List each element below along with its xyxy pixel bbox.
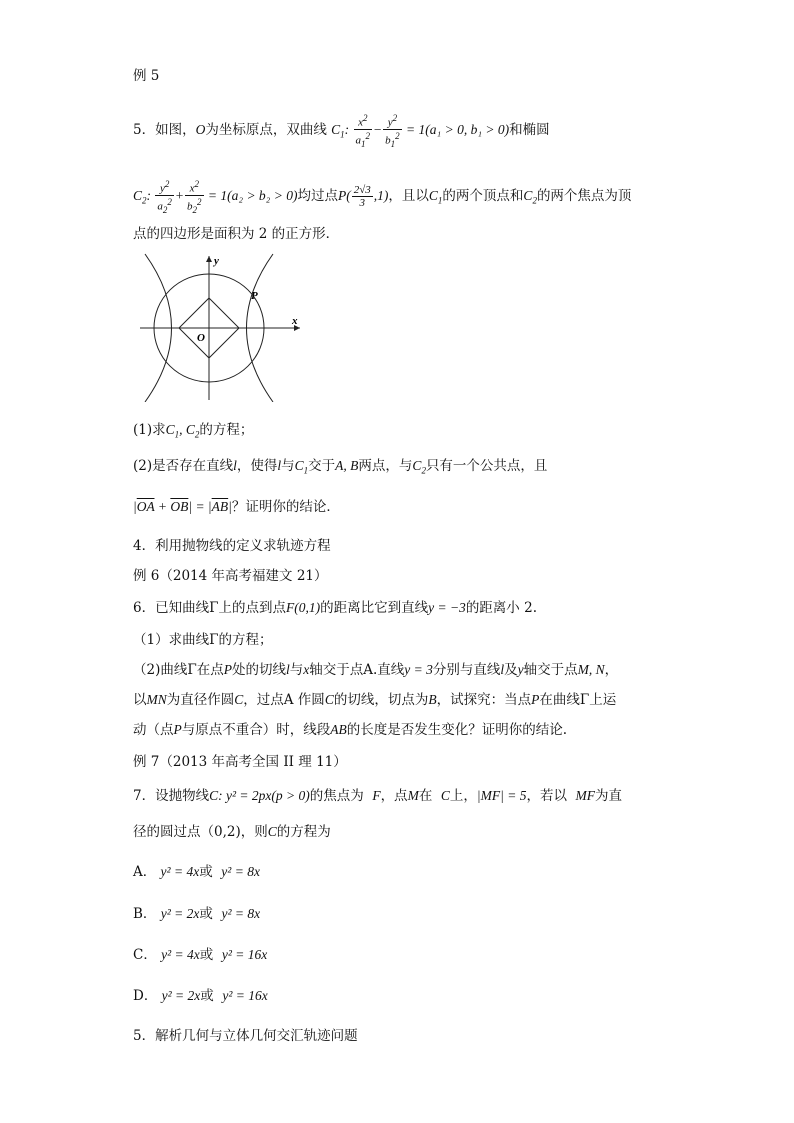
x-axis-label: x [292,315,298,327]
option-d[interactable]: D． y² = 2x或 y² = 16x [133,988,268,1004]
example5-question-line1: 5．如图，O为坐标原点，双曲线 $C_1$: $\frac{x^2}{a_1^2}$ − $\frac{y^2}{b_1^2}$ = 1(a₁ > 0, b₁ > 0)和椭圆 [133,113,550,149]
example5-part1: (1)求$C_1$, $C_2$的方程； [133,422,254,440]
conic-figure [140,252,310,402]
example6-label: 例 6（2014 年高考福建文 21） [133,568,328,584]
option-c[interactable]: C． y² = 4x或 y² = 16x [133,947,268,963]
section4-heading: 4．利用抛物线的定义求轨迹方程 [133,538,331,554]
option-a[interactable]: A． y² = 4x或 y² = 8x [133,864,260,880]
example5-part2: (2)是否存在直线l，使得l与$C_1$交于A, B两点，与$C_2$只有一个公共点，且 [133,458,548,476]
section5-heading: 5．解析几何与立体几何交汇轨迹问题 [133,1028,358,1044]
example5-label: 例 5 [133,68,160,84]
ellipse-equation: $C_2$: $\frac{y^2}{a_2^2}$ + $\frac{x^2}{b_2^2}$ [133,179,202,215]
example5-part2-condition: $|\overline{OA} + \overline{OB}| = |\overline{AB}|$？证明你的结论． [133,499,340,515]
example7-label: 例 7（2013 年高考全国 II 理 11） [133,754,347,770]
origin-label: O [197,332,205,344]
point-p-label: P [251,290,258,302]
example5-question-line2: $C_2$: $\frac{y^2}{a_2^2}$ + $\frac{x^2}{b_2^2}$ = 1(a₂ > b₂ > 0)均过点P( $\frac{2√3}{3}$ ,1)，且以$C_1$的两个顶点和$C_2$的两个焦点为顶 [133,179,632,215]
vector-condition: $|\overline{OA} + \overline{OB}| = |\overline{AB}|$ [133,499,232,514]
example7-question-line2: 径的圆过点（0,2)，则C的方程为 [133,824,331,840]
example6-part2-line2: 以MN为直径作圆C，过点A 作圆C的切线，切点为B，试探究：当点P在曲线Γ上运 [133,692,617,708]
hyperbola-equation: $C_1$: $\frac{x^2}{a_1^2}$ − $\frac{y^2}{b_1^2}$ [331,113,400,149]
example6-part2-line1: （2)曲线Γ在点P处的切线l与x轴交于点A.直线y = 3分别与直线l及y轴交于点M, N， [133,662,619,678]
example5-question-line3: 点的四边形是面积为 2 的正方形． [133,226,340,242]
example6-part1: （1）求曲线Γ的方程； [133,632,273,648]
example6-question: 6．已知曲线Γ上的点到点F(0,1)的距离比它到直线y = −3的距离小 2. [133,600,537,616]
example6-part2-line3: 动（点P与原点不重合）时，线段AB的长度是否发生变化？证明你的结论. [133,722,568,738]
option-b[interactable]: B． y² = 2x或 y² = 8x [133,906,261,922]
y-axis-label: y [214,255,219,267]
example7-question-line1: 7．设抛物线C: y² = 2px(p > 0)的焦点为 F，点M在 C上，|MF| = 5，若以 MF为直 [133,788,623,804]
